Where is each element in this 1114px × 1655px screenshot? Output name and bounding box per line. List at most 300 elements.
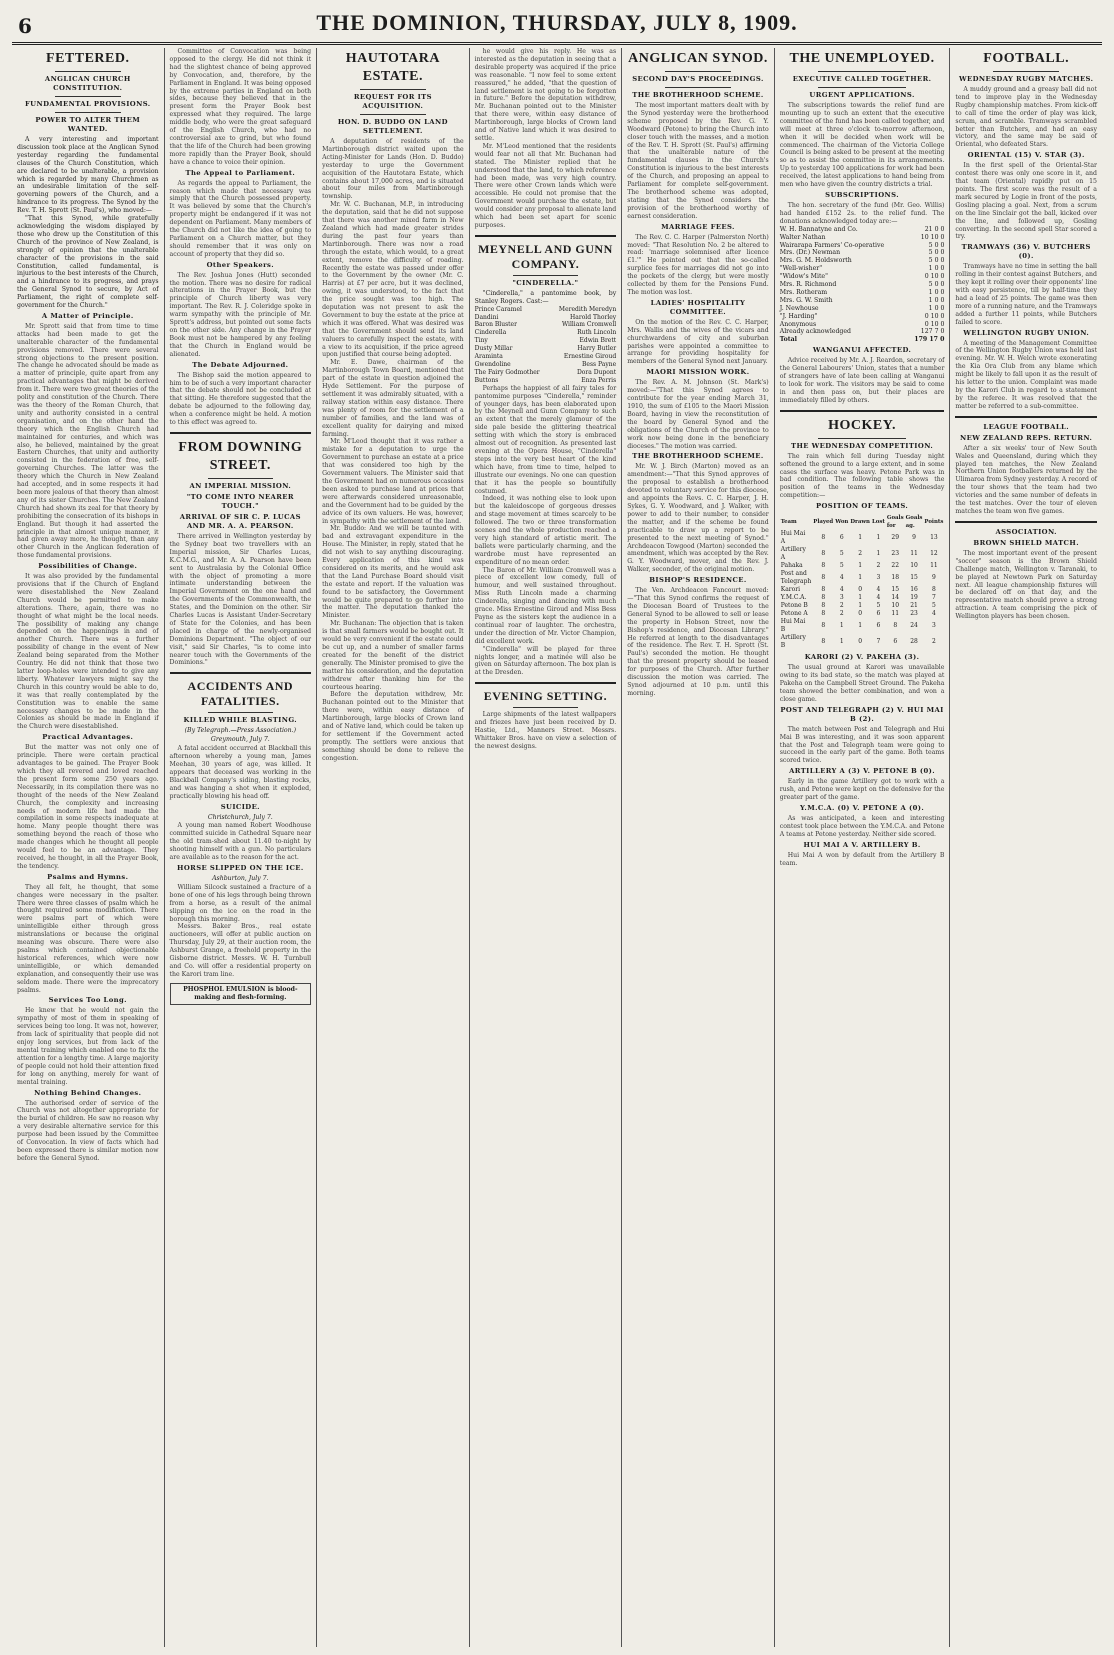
- subscription-amount: 5 0 0: [928, 281, 945, 289]
- article-body-text: The subscriptions towards the relief fund are mounting up to such an extent that the executive committee of the fund has been called together, and will meet at three o'clock to-morrow afternoon, when it will be decided when work will be commenced. The chairman of the Victoria College Council is being asked to be present at the meeting so as to assist the committee in its arrangements. Up to yesterday 100 applications for work had been received, the latest applications to hand being from men who have given the country districts a trial.: [779, 102, 945, 189]
- article-body-text: They all felt, he thought, that some changes were necessary in the psalter. There were three classes of psalm which he thought required some modification. There were psalms part of which were unintelligible either through gross mistranslations or because the original meaning was obscure. There were also psalms which contained objectionable historical references, which were now unintelligible, or which demanded explanation, and consequently their use was seldom made. There were the imprecatory psalms.: [17, 883, 159, 994]
- table-row: [780, 546, 945, 562]
- column-hautotara: [317, 48, 470, 1647]
- cast-row: [475, 337, 617, 345]
- article-subheading: NEW ZEALAND REPS. RETURN.: [960, 433, 1093, 442]
- column-anglican-synod: [622, 48, 775, 1647]
- subscriber-name: Mrs. (Dr.) Newman: [779, 249, 841, 257]
- stat-cell: 7: [876, 638, 881, 646]
- column-meynell-gunn: [470, 48, 623, 1647]
- cast-row: [475, 353, 617, 361]
- subscription-amount: 1 0 0: [928, 304, 945, 312]
- stat-cell: 5: [839, 562, 844, 570]
- article-body-text: A meeting of the Management Committee of the Wellington Rugby Union was held last evening. Mr. W. H. Welch wrote exonerating the Kia Ora Club from any blame which might be likely to fall upon it as the result of his letter to the union. Complaint was made by the Karori Club in regard to a statement by the referee. It was resolved that the matter be referred to a sub-committee.: [955, 339, 1097, 410]
- cast-actor: Dora Dupont: [577, 368, 617, 376]
- stat-cell: 1: [876, 534, 881, 542]
- table-row: [780, 634, 945, 650]
- subscription-amount: 5 0 0: [928, 241, 945, 249]
- subscription-row: [780, 249, 945, 257]
- divider: [208, 478, 274, 479]
- masthead: [12, 8, 1102, 45]
- divider: [55, 112, 121, 113]
- subscriber-name: W. H. Bannatyne and Co.: [779, 225, 858, 233]
- stat-cell: 6: [893, 638, 898, 646]
- divider: [55, 71, 121, 72]
- column-downing-street: [165, 48, 318, 1647]
- stat-cell: 1: [876, 550, 881, 558]
- table-row: [780, 618, 945, 634]
- stat-cell: 8: [821, 550, 826, 558]
- cast-role: Gwendoline: [474, 361, 511, 368]
- divider: [665, 71, 731, 72]
- cast-intro: "Cinderella," a pantomime book, by Stanley Rogers. Cast:—: [474, 289, 617, 305]
- article-headline: FOOTBALL.: [983, 51, 1070, 66]
- team-name-cell: Hui Mai A: [780, 530, 806, 546]
- cast-actor: Harry Butler: [577, 345, 617, 353]
- match-heading: POST AND TELEGRAPH (2) V. HUI MAI B (2).: [780, 705, 944, 723]
- article-body-text: The usual ground at Karori was unavailable owing to its bad state, so the match was played at Pakeha on the Campbell Street Ground. The Pakeha team showed the better combination, and won a close game.: [779, 664, 945, 703]
- subscription-amount: 0 10 0: [924, 320, 945, 328]
- stat-cell: 11: [930, 562, 938, 570]
- subscriptions-total: [780, 336, 945, 344]
- article-body-text: Mr. W. J. Birch (Marton) moved as an amendment:—"That this Synod approves of the proposal to establish a brotherhood devoted to voluntary service for this diocese, and appoints the Revs. C. C. Harper, J. H. Sykes, G. Y. Woodward, and J. Walker, with power to add to their number, to consider the matter, and if the scheme be found practicable to draw up a report to be presented to the next meeting of Synod." Archdeacon Towgood (Marton) seconded the amendment, which was accepted by the Rev. G. Y. Woodward, mover, and the Rev. J. Walker, seconder, of the original motion.: [627, 463, 769, 574]
- table-row: [780, 530, 945, 546]
- stat-cell: 2: [932, 638, 936, 646]
- section-subheading: The Appeal to Parliament.: [185, 168, 296, 177]
- stat-cell: 8: [821, 534, 826, 542]
- subscription-amount: 0 10 0: [924, 273, 945, 281]
- cast-role: Baron Bluster: [474, 321, 517, 329]
- divider: [818, 71, 907, 72]
- article-body-text: Mr. M'Leod thought that it was rather a mistake for a deputation to urge the Government to purchase an estate at a price that was considered too high by the Government valuers. The Minister said that the Government had on numerous occasions been asked to purchase land at prices that were afterwards considered unreasonable, and the Government had to be guided by the advice of its own valuers. He was, however, in sympathy with the settlement of the land.: [322, 438, 464, 525]
- article-body-text: Before the deputation withdrew, Mr. Buchanan pointed out to the Minister that there were, within easy distance of Martinborough, large blocks of Crown land and of Native land, which could be taken up for settlement if the Government acted promptly. The settlers were anxious that something should be done to relieve the congestion.: [322, 691, 464, 762]
- subscriber-name: Mrs. G. M. Holdsworth: [779, 257, 852, 265]
- stat-cell: 24: [910, 622, 918, 630]
- match-heading: ARTILLERY A (3) V. PETONE B (0).: [789, 767, 936, 776]
- subscriber-name: Anonymous: [779, 320, 817, 328]
- section-subheading: THE BROTHERHOOD SCHEME.: [632, 452, 764, 461]
- article-body-text: The most important matters dealt with by the Synod yesterday were the brotherhood scheme proposed by the Rev. G. Y. Woodward (Petone) to bring the Church into closer touch with the masses, and a motion of the Rev. T. H. Sprott (St. Paul's) affirming that the unalterable nature of the fundamental clauses in the Church's Constitution is injurious to the best interests of the Church, and proposing an appeal to Parliament for complete self-government. The brotherhood scheme was adopted, stating that the Synod considers the provision of the brotherhood worthy of earnest consideration.: [627, 102, 769, 220]
- article-body-text: Mr. Buchanan: The objection that is taken is that small farmers would be bought out. It would be very convenient if the estate could be cut up, and a number of smaller farms created for the benefit of the district generally. The Minister promised to give the matter his consideration, and the deputation withdrew after thanking him for the courteous hearing.: [322, 620, 464, 691]
- article-subheading: SECOND DAY'S PROCEEDINGS.: [632, 75, 764, 83]
- subscription-amount: 5 0 0: [928, 257, 945, 265]
- table-header-cell: Played: [813, 519, 834, 526]
- article-subheading: EXECUTIVE CALLED TOGETHER.: [792, 75, 932, 83]
- cast-row: [475, 321, 617, 329]
- stat-cell: 3: [932, 622, 936, 630]
- article-body-text: But the matter was not only one of principle. There were certain practical advantages to be gained. The Prayer Book which they all revered and loved reached the present form some 250 years ago. Necessarily, in its compilation there was no thought of the needs of the New Zealand Church, the complexity and increasing needs of modern life had made the compilation in some respects inadequate at home. Many people thought there was something beyond the reach of those who made changes which he thought all people would feel to be an advantage. They received, he thought, in all the Prayer Book, the tendency.: [17, 744, 159, 870]
- subscriptions-list: [780, 226, 945, 329]
- stat-cell: 15: [910, 574, 918, 582]
- article-headline: EVENING SETTING.: [483, 689, 608, 704]
- cast-row: [475, 306, 617, 314]
- subscriptions-acknowledged: [780, 328, 945, 336]
- cast-role: Prince Caramel: [474, 305, 522, 313]
- stat-cell: 7: [932, 594, 936, 602]
- divider: [513, 707, 579, 708]
- subscription-amount: 1 0 0: [928, 288, 945, 296]
- section-divider: [780, 410, 945, 412]
- stat-cell: 18: [891, 574, 900, 582]
- article-body-text: The authorised order of service of the Church was not altogether appropriate for the burial of children. He saw no reason why a very desirable alternative service for this purpose had been issued by the Committee of Convocation. In view of facts which had been expressed there is similar motion now before the General Synod.: [17, 1099, 159, 1162]
- table-row: [780, 562, 945, 570]
- article-body-text: Mr. Buddo: And we will be taunted with bad and extravagant expenditure in the House. The Minister, in reply, stated that he did not wish to say anything discouraging. Every application of this kind was considered on its merits, and he would ask that the Land Purchase Board should visit the estate and report. If the valuation was found to be satisfactory, the Government would be quite prepared to go further into the matter. The deputation thanked the Minister.: [322, 525, 464, 620]
- article-headline: ACCIDENTS AND FATALITIES.: [187, 679, 294, 709]
- stat-cell: 0: [858, 610, 863, 618]
- subscriber-name: "J. Harding": [779, 312, 818, 320]
- cast-row: [475, 314, 617, 322]
- section-subheading: MAORI MISSION WORK.: [646, 368, 750, 377]
- cast-role: Araminta: [474, 353, 503, 361]
- article-body-text: Mr. M'Leod mentioned that the residents would fear not all that Mr. Buchanan had stated. The Minister replied that he understood that the land, to which reference had been made, was very high country. There were other Crown lands which were accessible. He could not promise that the Government would purchase the estate, but would consider any proposal to alienate land which had been set apart for scenic purposes.: [474, 142, 617, 229]
- hockey-standings-table: [780, 514, 945, 650]
- stat-cell: 6: [839, 534, 844, 542]
- divider: [993, 71, 1059, 72]
- table-header-cell: Team: [780, 519, 797, 526]
- stat-cell: 1: [858, 594, 863, 602]
- stat-cell: 3: [876, 574, 881, 582]
- article-subheading: THE WEDNESDAY COMPETITION.: [790, 441, 934, 450]
- article-body-text: Perhaps the happiest of all fairy tales for pantomime purposes "Cinderella," reminder of younger days, has been elaborated upon by the Meynell and Gunn Company to such an extent that the merely glamour of the side pale beside the glittering theatrical setting with which the story is embraced almost out of recognition. As presented last evening at the Opera House, "Cinderella" steps into the very best heart of the kind which have, from time to time, helped to illustrate our evenings. No one can question that it has the people so bountifully costumed.: [474, 384, 617, 495]
- stat-cell: 11: [891, 610, 900, 618]
- stat-cell: 2: [858, 550, 863, 558]
- stat-cell: 4: [876, 594, 881, 602]
- article-body-text: Messrs. Baker Bros., real estate auctioneers, will offer at public auction on Thursday, July 29, at their auction room, the Ashburst Grange, a freehold property in the Gisborne district. Messrs. W. H. Turnbull and Co. will offer a residential property on the Karori tram line.: [169, 923, 312, 978]
- stat-cell: 5: [932, 602, 936, 610]
- stat-cell: 22: [891, 562, 900, 570]
- stat-cell: 5: [839, 550, 844, 558]
- stat-cell: 1: [858, 574, 863, 582]
- dateline: Ashburton, July 7.: [212, 874, 269, 882]
- stat-cell: 2: [839, 610, 844, 618]
- match-heading: Y.M.C.A. (0) V. PETONE A (0).: [800, 803, 925, 812]
- article-body-text: Early in the game Artillery got to work with a rush, and Petone were kept on the defensive for the greater part of the game.: [779, 778, 945, 802]
- section-subheading: LEAGUE FOOTBALL.: [983, 422, 1069, 431]
- stat-cell: 16: [910, 586, 918, 594]
- article-subheading: URGENT APPLICATIONS.: [809, 91, 915, 99]
- article-subheading: AN IMPERIAL MISSION.: [189, 481, 292, 490]
- table-row: [780, 602, 945, 610]
- cast-row: [475, 329, 617, 337]
- stat-cell: 3: [839, 594, 844, 602]
- article-headline: HAUTOTARA ESTATE.: [345, 51, 440, 84]
- cast-role: Buttons: [474, 376, 499, 384]
- stat-cell: 1: [858, 562, 863, 570]
- table-row: [780, 570, 945, 586]
- stat-cell: 6: [876, 622, 881, 630]
- subscriber-name: J. Newhouse: [779, 304, 819, 312]
- stat-cell: 12: [930, 550, 938, 558]
- stat-cell: 8: [821, 610, 826, 618]
- table-row: [780, 610, 945, 618]
- stat-cell: 8: [893, 622, 898, 630]
- article-body-text: Mr. Sprott said that from time to time attacks had been made to get the unalterable character of the fundamental provisions removed. There were several strong objections to the present position. The change he advocated should be made as a matter of principle, quite apart from any practical advantages that might be derived from it. There were two great theories of the polity and constitution of the Church. There was the theory of the Roman Church, that unity and authority consisted in a central organisation, and on the other hand the theory which the English Church had maintained for centuries, and which was also, he believed, maintained by the great Eastern Churches, that unity and authority consisted in the federation of free, self-governing Churches. The latter was the theory which the Church in New Zealand had accepted, and in some respects it had been more jealous of that theory than almost any of its sister Churches. The New Zealand Church had shown its zeal for that theory by prohibiting the consecration of its bishops in England. But though it had asserted the principle in that almost unique manner, it had given away more, he thought, than any other Church in the Anglican federation of those fundamental provisions.: [17, 322, 159, 560]
- divider: [513, 275, 579, 276]
- acknowledged-value: 127 7 0: [920, 328, 945, 336]
- stat-cell: 9: [912, 534, 916, 542]
- subscription-amount: 21 0 0: [924, 225, 945, 233]
- stat-cell: 29: [891, 534, 900, 542]
- cast-list: [475, 306, 617, 385]
- article-subheading: FUNDAMENTAL PROVISIONS.: [24, 100, 151, 108]
- cast-actor: Bess Payne: [582, 361, 617, 368]
- cast-row: [475, 361, 617, 369]
- subscription-amount: 0 10 0: [924, 312, 945, 320]
- team-name-cell: Artillery A: [780, 546, 806, 562]
- cast-row: [475, 345, 617, 353]
- subscription-row: [780, 242, 945, 250]
- section-divider: [955, 521, 1097, 523]
- article-subheading: HORSE SLIPPED ON THE ICE.: [177, 863, 304, 872]
- section-divider: [955, 416, 1097, 418]
- article-body-text: A young man named Robert Woodhouse committed suicide in Cathedral Square near the old tram-shed about 11.40 to-night by shooting himself with a gun. No particulars are available as to the reason for the act.: [169, 822, 312, 862]
- article-paragraph: A very interesting and important discussion took place at the Anglican Synod yesterday regarding the fundamental clauses of the Church Constitution, which are declared to be unalterable, a provision which is regarded by many Churchmen as an undesirable limitation of the self-governing powers of the Church, and a hindrance to its progress. The Synod by the Rev. T. H. Sprott (St. Paul's), who moved:—: [17, 136, 159, 215]
- column-fettered: [12, 48, 165, 1647]
- stat-cell: 8: [932, 586, 936, 594]
- article-body-text: Indeed, it was nothing else to look upon but the kaleidoscope of gorgeous dresses and stage movement at times scarcely to be followed. The two or three transformation scenes and the whole production reached a very high standard of artistic merit. The ballets were particularly charming, and the wardrobe must have represented an expenditure of no mean order.: [474, 495, 617, 566]
- page-number: 6: [18, 14, 32, 38]
- stat-cell: 9: [932, 574, 936, 582]
- article-subheading: BROWN SHIELD MATCH.: [973, 538, 1079, 547]
- stat-cell: 4: [839, 586, 844, 594]
- subscription-row: [780, 297, 945, 305]
- table-header-cell: Points: [924, 519, 944, 526]
- article-subheading: SUICIDE.: [220, 802, 260, 811]
- stat-cell: 13: [930, 534, 938, 542]
- article-body-text: The Rev. C. C. Harper (Palmerston North) moved: "That Resolution No. 2 be altered to read: 'marriage solemnised after licence £1.'" He pointed out that the so-called surplice fees for marriages did not go into the pockets of the clergy, but were mostly collected by them for the Pensions Fund. The motion was lost.: [627, 233, 769, 296]
- cast-actor: Meredith Meredyn: [558, 305, 617, 313]
- subscription-row: [780, 273, 945, 281]
- article-body-text: A muddy ground and a greasy ball did not tend to improve play in the Wednesday Rugby championship matches. From kick-off to call of time the order of play was kick, scrum, and scramble. Tramways scrambled better than Butchers, and had an easy victory, and the same may be said of Oriental, who defeated Stars.: [955, 86, 1097, 149]
- cast-actor: Edwin Brett: [579, 337, 617, 345]
- stat-cell: 8: [821, 622, 826, 630]
- table-title: POSITION OF TEAMS.: [815, 502, 909, 511]
- cast-row: [475, 377, 617, 385]
- subscription-row: [780, 226, 945, 234]
- table-header-cell: Goals ag.: [905, 515, 923, 530]
- cast-actor: William Cromwell: [561, 321, 617, 329]
- table-header-cell: Lost: [871, 519, 885, 526]
- stat-cell: 1: [858, 534, 863, 542]
- total-label: Total: [779, 336, 797, 344]
- stat-cell: 4: [839, 574, 844, 582]
- article-subheading: REQUEST FOR ITS ACQUISITION.: [353, 93, 432, 110]
- table-body: [780, 530, 945, 650]
- article-body-text: It was also provided by the fundamental provisions that if the Church of England were disestablished the New Zealand Church would be permitted to make alterations. There, again, there was no thought of what might be the local needs. The possibility of making any change depended on the happenings in and of another Church. There was a further possibility of change in the event of New Zealand being separated from the Mother Country. He did not think that those two latter loop-holes were intended to give any liberty. Whatever lawyers might say the Church in this country would be able to do, it was that really contemplated by the Constitution was to enable the same necessary changes to be made in the Colonies as should be made in England if the Church were disestablished.: [17, 573, 159, 731]
- table-row: [780, 586, 945, 594]
- stat-cell: 1: [858, 622, 863, 630]
- article-subheading: "CINDERELLA.": [512, 278, 579, 287]
- stat-cell: 1: [858, 602, 863, 610]
- subscription-row: [780, 257, 945, 265]
- stat-cell: 8: [821, 574, 826, 582]
- section-subheading: MARRIAGE FEES.: [661, 222, 735, 231]
- article-headline: THE UNEMPLOYED.: [789, 51, 935, 66]
- team-name-cell: Y.M.C.A.: [780, 594, 807, 602]
- article-subheading: "TO COME INTO NEARER TOUCH.": [186, 492, 294, 510]
- article-headline: MEYNELL AND GUNN COMPANY.: [478, 241, 613, 271]
- table-header-cell: Goals for: [886, 515, 904, 530]
- article-body-text: He knew that he would not gain the sympathy of most of them in speaking of services being too long. It was not, however, from lack of spirituality that people did not enjoy long services, but from lack of the mental training which enabled one to fix the attention for a lengthy time. A large majority of people could not hold their attention fixed for long on anything, merely for want of mental training.: [17, 1007, 159, 1086]
- cast-role: Dandini: [474, 313, 499, 321]
- stat-cell: 8: [821, 638, 826, 646]
- cast-role: The Fairy Godmother: [474, 368, 540, 376]
- subscriber-name: Mrs. G. W. Smith: [779, 296, 833, 304]
- article-body-text: There arrived in Wellington yesterday by the Sydney boat two travellers with an Imperial mission, Sir Charles Lucas, K.C.M.G., and Mr. A. A. Pearson have been sent to Australasia by the Colonial Office with the object of promoting a more intimate understanding between the Imperial Government on the one hand and the Governments of the Commonwealth, the States, and the Dominion on the other. Sir Charles Lucas is Assistant Under-Secretary of State for the Colonies, and has been placed in charge of the newly-organised Dominions Department. "The object of our visit," said Sir Charles, "is to come into nearer touch with the Governments of the Dominions.": [169, 532, 312, 667]
- divider: [665, 87, 731, 88]
- subscription-row: [780, 321, 945, 329]
- stat-cell: 19: [910, 594, 918, 602]
- article-lead: POWER TO ALTER THEM WANTED.: [35, 116, 141, 133]
- article-subheading: ARRIVAL OF SIR C. P. LUCAS AND MR. A. A. PEARSON.: [179, 512, 301, 530]
- article-subheading: HON. D. BUDDO ON LAND SETTLEMENT.: [337, 118, 448, 135]
- section-subheading: LADIES' HOSPITALITY COMMITTEE.: [650, 298, 746, 316]
- section-subheading: BISHOP'S RESIDENCE.: [649, 576, 747, 585]
- article-body-text: "Cinderella" will be played for three nights longer, and a matinée will also be given on Saturday afternoon. The box plan is at the Dresden.: [474, 645, 617, 677]
- table-header-cell: Won: [835, 519, 849, 526]
- article-body-text: The Rev. A. M. Johnson (St. Mark's) moved:—"That this Synod agrees to contribute for the year ending March 31, 1910, the sum of £105 to the Maori Mission Board, having in view the reconstitution of the board by General Synod and the obligations of the Church of the province to work now being done in the beneficiary dioceses." The motion was carried.: [627, 379, 769, 450]
- subscription-amount: 1 0 0: [928, 296, 945, 304]
- section-subheading: WANGANUI AFFECTED.: [812, 346, 912, 355]
- team-name-cell: Post and Telegraph: [780, 570, 812, 586]
- subscriber-name: Walter Nathan: [779, 233, 826, 241]
- cast-role: Cinderella: [474, 329, 507, 337]
- article-body-text: As was anticipated, a keen and interesting contest took place between the Y.M.C.A. and Petone A teams at Petone yesterday. Neither side scored.: [779, 814, 945, 838]
- section-subheading: WELLINGTON RUGBY UNION.: [963, 328, 1090, 337]
- subscription-row: [780, 313, 945, 321]
- article-headline: FROM DOWNING STREET.: [178, 439, 303, 473]
- article-subheading: WEDNESDAY RUGBY MATCHES.: [958, 75, 1094, 83]
- dateline: Greymouth, July 7.: [210, 736, 270, 744]
- subscriber-name: "Well-wisher": [779, 265, 823, 273]
- acknowledged-label: Already acknowledged: [779, 328, 852, 336]
- stat-cell: 10: [910, 562, 918, 570]
- article-body-text: Hui Mai A won by default from the Artillery B team.: [779, 851, 945, 867]
- section-subheading: Psalms and Hymns.: [47, 872, 129, 881]
- section-divider: [475, 682, 617, 684]
- subscription-row: [780, 234, 945, 242]
- article-body-text: Mr. E. Dawe, chairman of the Martinborough Town Board, mentioned that part of the estate in question adjoined the Hyde Settlement. For the purpose of settlement it was admirably situated, with a railway station within easy distance. There was plenty of room for the settlement of a number of families, and the land was of excellent quality for dairying and mixed farming.: [322, 359, 464, 438]
- stat-cell: 0: [858, 586, 863, 594]
- stat-cell: 1: [839, 638, 844, 646]
- table-header-row: [780, 514, 945, 530]
- article-headline: FETTERED.: [46, 51, 130, 66]
- stat-cell: 8: [821, 586, 826, 594]
- subscriber-name: "Widow's Mite": [779, 273, 828, 281]
- team-name-cell: Artillery B: [780, 634, 806, 650]
- stat-cell: 2: [876, 562, 881, 570]
- match-heading: KARORI (2) V. PAKEHA (3).: [804, 653, 920, 662]
- article-body-text: Mr. W. C. Buchanan, M.P., in introducing the deputation, said that he did not suppose that there was another mixed farm in New Zealand which had made greater strides during the past four years than Martinborough. There was now a road through the estate, which would, to a great extent, remove the difficulty of roading. Recently the estate was passed under offer to the Government by the owner (Mr. C. Harris) at £7 per acre, but it was declined, owing, it was understood, to the fact that the price sought was too high. The deputation was not present to ask the Government to buy the estate at the price at which it was offered. What was desired was that the Government should send its land valuers to carefully inspect the estate, with a view to its acquisition, if the price agreed upon justified that course being adopted.: [322, 201, 464, 359]
- cast-actor: Ruth Lincoln: [577, 329, 617, 337]
- stat-cell: 8: [821, 602, 826, 610]
- section-subheading: Possibilities of Change.: [38, 562, 138, 571]
- stat-cell: 11: [910, 550, 918, 558]
- article-body-text: After a six weeks' tour of New South Wales and Queensland, during which they played ten matches, the New Zealand Northern Union footballers returned by the Ulimaroa from Sydney yesterday. A record of the tour shows that the team had two victories and the same number of defeats in the test matches. Over the tour of eleven matches the team won five games.: [955, 444, 1097, 515]
- match-heading: HUI MAI A V. ARTILLERY B.: [803, 840, 921, 849]
- section-subheading: Nothing Behind Changes.: [34, 1088, 142, 1097]
- section-subheading: Practical Advantages.: [42, 733, 134, 742]
- table-row: [780, 594, 945, 602]
- section-divider: [170, 432, 312, 434]
- stat-cell: 8: [821, 594, 826, 602]
- article-body-text: The match between Post and Telegraph and Hui Mai B was interesting, and it was soon apparent that the Post and Telegraph team were going to succeed in the early part of the game. Both teams scored twice.: [779, 725, 945, 765]
- article-body-text: The Ven. Archdeacon Fancourt moved:—"That this Synod confirms the request of the Diocesan Board of Trustees to the General Synod to be allowed to sell or lease the property in Hobson Street, now the Bishop's residence, and Diocesan Library." He referred at length to the disadvantages of the residence. The Rev. T. H. Sprott (St. Paul's) seconded the motion. He thought that the present property should be leased for purposes of the Church. After further discussion the motion was carried. The Synod adjourned at 10 p.m. until this morning.: [627, 587, 769, 697]
- page-columns: [12, 48, 1102, 1647]
- stat-cell: 1: [839, 622, 844, 630]
- stat-cell: 15: [891, 586, 900, 594]
- article-body-text: The Bishop said the motion appeared to him to be of such a very important character that the debate should not be concluded at that sitting. He therefore suggested that the debate be adjourned to the following day, when a conference might be held. A motion to this effect was agreed to.: [169, 371, 312, 427]
- article-body-text: On the motion of the Rev. C. C. Harper, Mrs. Wallis and the wives of the vicars and churchwardens of city and suburban parishes were appointed a committee to arrange for providing hospitality for members of the General Synod next January.: [627, 318, 769, 366]
- press-credit: (By Telegraph.—Press Association.): [184, 727, 297, 735]
- stat-cell: 21: [910, 602, 918, 610]
- article-body-text: As regards the appeal to Parliament, the reason which made that necessary was simply that the Church possessed property. It was believed by some that the Church's property might be endangered if it was not dependent on Parliament. Many members of the Church did not like the idea of going to Parliament on a Church matter, but they should remember that it was only on account of property that they did so.: [169, 179, 312, 258]
- cast-actor: Harold Thorley: [570, 313, 617, 321]
- cast-actor: Enza Perris: [581, 376, 617, 384]
- section-subheading: ASSOCIATION.: [995, 527, 1057, 536]
- column-football: [950, 48, 1102, 1647]
- stat-cell: 14: [891, 594, 900, 602]
- cast-role: Tiny: [474, 337, 488, 345]
- subscriber-name: Wairarapa Farmers' Co-operative: [779, 241, 885, 249]
- stat-cell: 23: [891, 550, 900, 558]
- match-heading: ORIENTAL (15) V. STAR (3).: [967, 151, 1085, 160]
- table-header-cell: Drawn: [850, 519, 870, 526]
- stat-cell: 2: [839, 602, 844, 610]
- article-headline: HOCKEY.: [828, 417, 897, 433]
- article-body-text: William Silcock sustained a fracture of a bone of one of his legs through being thrown from a horse, as a result of the animal slipping on the ice on the road in the borough this morning.: [169, 883, 312, 923]
- team-name-cell: Pahaka: [780, 562, 803, 570]
- article-body-text: Committee of Convocation was being opposed to the clergy. He did not think it had the slightest chance of being approved by Convocation, and, therefore, by the Parliament in England. It was being opposed by the extreme parties in England on both sides, because they believed that in the present form the Prayer Book best expressed what they required. The large middle body, who were the great safeguard of the English Church, who had no controversial axe to grind, but who found that the life of the Church had been growing more rapidly than the Prayer Book, should have a chance to voice their opinion.: [169, 48, 312, 166]
- article-body-text: he would give his reply. He was as interested as the deputation in seeing that a desirable property was acquired if the price was reasonable. "I now feel to some extent reassured," he added, "that the question of land settlement is not going to be forgotten in future." Before the deputation withdrew, Mr. Buchanan pointed out to the Minister that there were, within easy distance of Martinborough, large blocks of Crown land and of Native land which it was desired to settle.: [474, 48, 617, 142]
- match-heading: TRAMWAYS (36) V. BUTCHERS (0).: [961, 243, 1091, 261]
- subscription-row: [780, 305, 945, 313]
- stat-cell: 23: [910, 610, 918, 618]
- subscriber-name: Mrs. Rotheram: [779, 288, 828, 296]
- team-name-cell: Petone A: [780, 610, 808, 618]
- cast-actor: Ernestine Giroud: [563, 353, 617, 361]
- section-subheading: A Matter of Principle.: [41, 311, 134, 320]
- article-headline: ANGLICAN SYNOD.: [628, 51, 768, 66]
- stat-cell: 5: [876, 602, 881, 610]
- section-subheading: SUBSCRIPTIONS.: [825, 190, 899, 199]
- article-body-text: A fatal accident occurred at Blackball this afternoon whereby a young man, James Meehan, 30 years of age, was killed. It appears that deceased was working in the Blackball Company's siding, blasting rocks, and was hanging a shot when it exploded, practically blowing his head off.: [169, 745, 312, 800]
- team-name-cell: Karori: [780, 586, 801, 594]
- newspaper-title: THE DOMINION, THURSDAY, JULY 8, 1909.: [316, 10, 798, 35]
- subscriber-name: Mrs. R. Richmond: [779, 281, 837, 289]
- stat-cell: 28: [910, 638, 918, 646]
- divider: [360, 89, 426, 90]
- divider: [818, 438, 907, 439]
- article-body-text: The most important event of the present "soccer" season is the Brown Shield Challenge match, Wellington v. Taranaki, to be played at Newtown Park on Saturday next. All league championship fixtures will be declared off on that day, and the representative match should prove a strong attraction. A team comprising the pick of Wellington players has been chosen.: [955, 549, 1097, 621]
- subscription-row: [780, 289, 945, 297]
- advertisement: PHOSPHOL EMULSION is blood-making and flesh-forming.: [170, 983, 312, 1005]
- subscription-amount: 10 10 0: [920, 233, 945, 241]
- section-divider: [170, 672, 312, 674]
- stat-cell: 8: [821, 562, 826, 570]
- article-body-text: The Baron of Mr. William Cromwell was a piece of excellent low comedy, full of humour, and well sustained throughout. Miss Ruth Lincoln made a charming Cinderella, singing and dancing with much grace. Miss Ernestine Giroud and Miss Bess Payne as the sisters kept the audience in a continual roar of laughter. The orchestra, under the direction of Mr. Victor Champion, did excellent work.: [474, 566, 617, 645]
- article-paragraph: "That this Synod, while gratefully acknowledging the wisdom displayed by those who drew up the Constitution of this Church of the province of New Zealand, is strongly of opinion that the unalterable character of the provisions in the said Constitution, called fundamental, is injurious to the best interests of the Church, and a hindrance to its progress, and prays the General Synod to secure, by Act of Parliament, the right of complete self-government for the Church.": [17, 215, 159, 310]
- section-subheading: The Debate Adjourned.: [192, 360, 289, 369]
- subscription-row: [780, 265, 945, 273]
- team-name-cell: Hui Mai B: [780, 618, 806, 634]
- subscription-amount: 1 0 0: [928, 265, 945, 273]
- article-body-text: Large shipments of the latest wallpapers and friezes have just been received by D. Hastie, Ltd., Manners Street. Messrs. Whittaker Bros. have on view a selection of the newest designs.: [474, 711, 617, 750]
- article-body-text: Advice received by Mr. A. J. Reardon, secretary of the General Labourers' Union, states that a number of strangers have of late been calling at Wanganui to look for work. The visitors may be said to come in and then pass on, but their places are immediately filled by others.: [779, 357, 945, 404]
- divider: [208, 712, 274, 713]
- divider: [360, 114, 426, 115]
- cast-role: Dusty Millar: [474, 345, 513, 353]
